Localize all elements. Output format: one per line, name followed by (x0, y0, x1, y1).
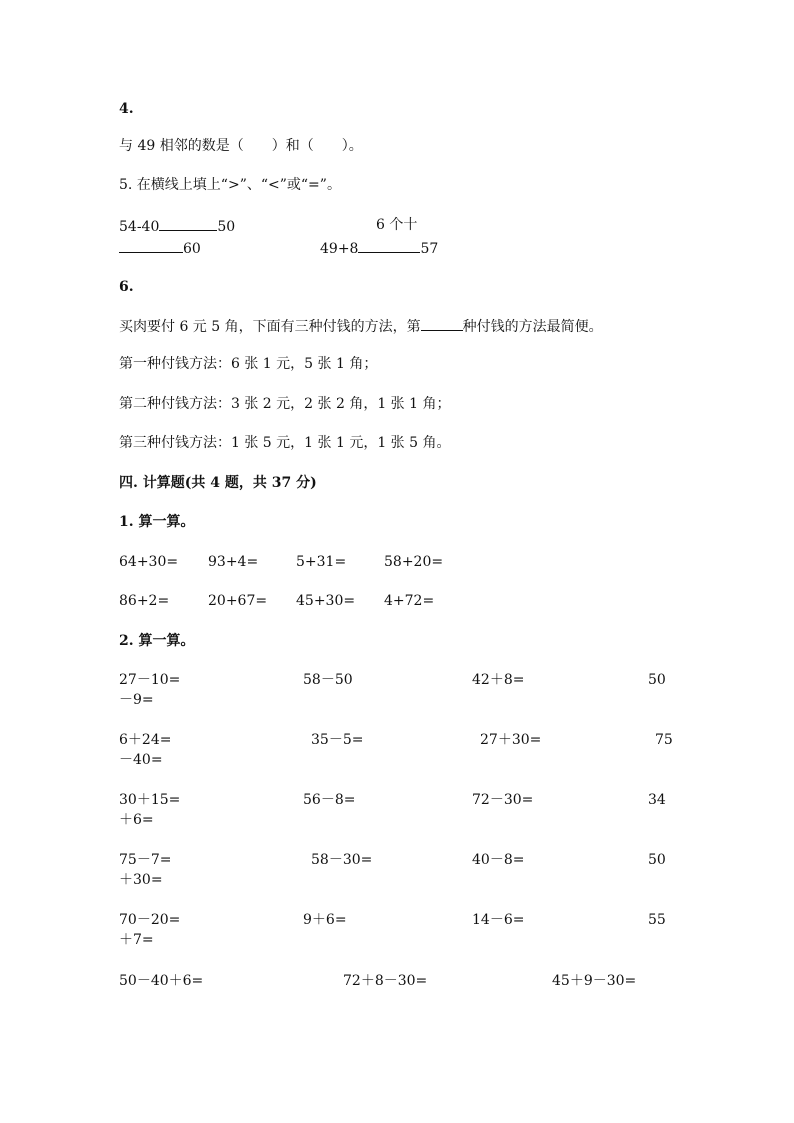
calc-2-item: 50 (648, 852, 666, 868)
compare-right: 50 (217, 219, 236, 235)
calc-2-title: 2. 算一算。 (119, 633, 195, 649)
calc-1-item: 5+31= (296, 554, 347, 570)
question-5-title: 5. 在横线上填上“>”、“<”或“=”。 (119, 177, 341, 193)
question-4-text: 与 49 相邻的数是（ ）和（ ）。 (119, 138, 363, 154)
answer-blank[interactable] (358, 238, 420, 253)
calc-1-item: 64+30= (119, 554, 179, 570)
compare-item-1 (119, 216, 235, 236)
payment-option-3: 第三种付钱方法：1 张 5 元，1 张 1 元，1 张 5 角。 (119, 435, 451, 451)
payment-option-1: 第一种付钱方法：6 张 1 元，5 张 1 角； (119, 356, 378, 372)
answer-blank[interactable] (159, 216, 217, 231)
calc-2-item: 55 (648, 912, 666, 928)
section-4-title: 四. 计算题(共 4 题，共 37 分) (119, 475, 317, 491)
calc-2-item: 27－10= (119, 672, 181, 688)
calc-1-title: 1. 算一算。 (119, 514, 195, 530)
calc-2-item: 58－30= (311, 852, 373, 868)
calc-2-item-wrap: －40= (119, 752, 163, 768)
calc-2-item-wrap: ＋7= (119, 932, 154, 948)
calc-2-item: 70－20= (119, 912, 181, 928)
calc-2-item-wrap: －9= (119, 692, 154, 708)
calc-1-item: 20+67= (208, 593, 268, 609)
compare-right: 60 (183, 241, 201, 257)
calc-2-item: 45＋9－30= (552, 973, 637, 989)
calc-2-item-wrap: ＋6= (119, 812, 154, 828)
calc-1-item: 58+20= (384, 554, 444, 570)
question-6-number: 6. (119, 279, 134, 295)
answer-blank[interactable] (119, 238, 183, 253)
question-4-number: 4. (119, 101, 134, 117)
calc-2-item: 56－8= (303, 792, 356, 808)
compare-item-3 (320, 238, 438, 258)
calc-2-item: 34 (648, 792, 666, 808)
calc-2-item: 14－6= (472, 912, 525, 928)
calc-2-item: 50－40＋6= (119, 973, 204, 989)
calc-2-item: 30＋15= (119, 792, 181, 808)
calc-2-item: 35－5= (311, 732, 364, 748)
calc-2-item: 72＋8－30= (343, 973, 428, 989)
stem-before: 买肉要付 6 元 5 角，下面有三种付钱的方法，第 (119, 319, 421, 335)
calc-2-item: 58－50 (303, 672, 353, 688)
stem-after: 种付钱的方法最简便。 (462, 319, 603, 335)
calc-2-item: 9＋6= (303, 912, 347, 928)
calc-2-item: 50 (648, 672, 666, 688)
calc-2-item: 6＋24= (119, 732, 172, 748)
calc-1-item: 4+72= (384, 593, 435, 609)
calc-1-item: 86+2= (119, 593, 170, 609)
payment-option-2: 第二种付钱方法：3 张 2 元，2 张 2 角，1 张 1 角； (119, 396, 451, 412)
calc-2-item: 40－8= (472, 852, 525, 868)
compare-right: 57 (420, 241, 439, 257)
answer-blank[interactable] (421, 316, 463, 331)
calc-2-item: 42＋8= (472, 672, 525, 688)
compare-left: 49+8 (320, 241, 359, 257)
calc-1-item: 45+30= (296, 593, 356, 609)
calc-2-item: 72－30= (472, 792, 534, 808)
compare-item-2-rest (119, 238, 201, 258)
calc-1-item: 93+4= (208, 554, 259, 570)
calc-2-item: 27＋30= (480, 732, 542, 748)
compare-left: 54-40 (119, 219, 160, 235)
compare-item-2-left: 6 个十 (376, 217, 418, 233)
calc-2-item: 75－7= (119, 852, 172, 868)
question-6-stem (119, 316, 603, 336)
calc-2-item: 75 (655, 732, 673, 748)
calc-2-item-wrap: ＋30= (119, 872, 163, 888)
